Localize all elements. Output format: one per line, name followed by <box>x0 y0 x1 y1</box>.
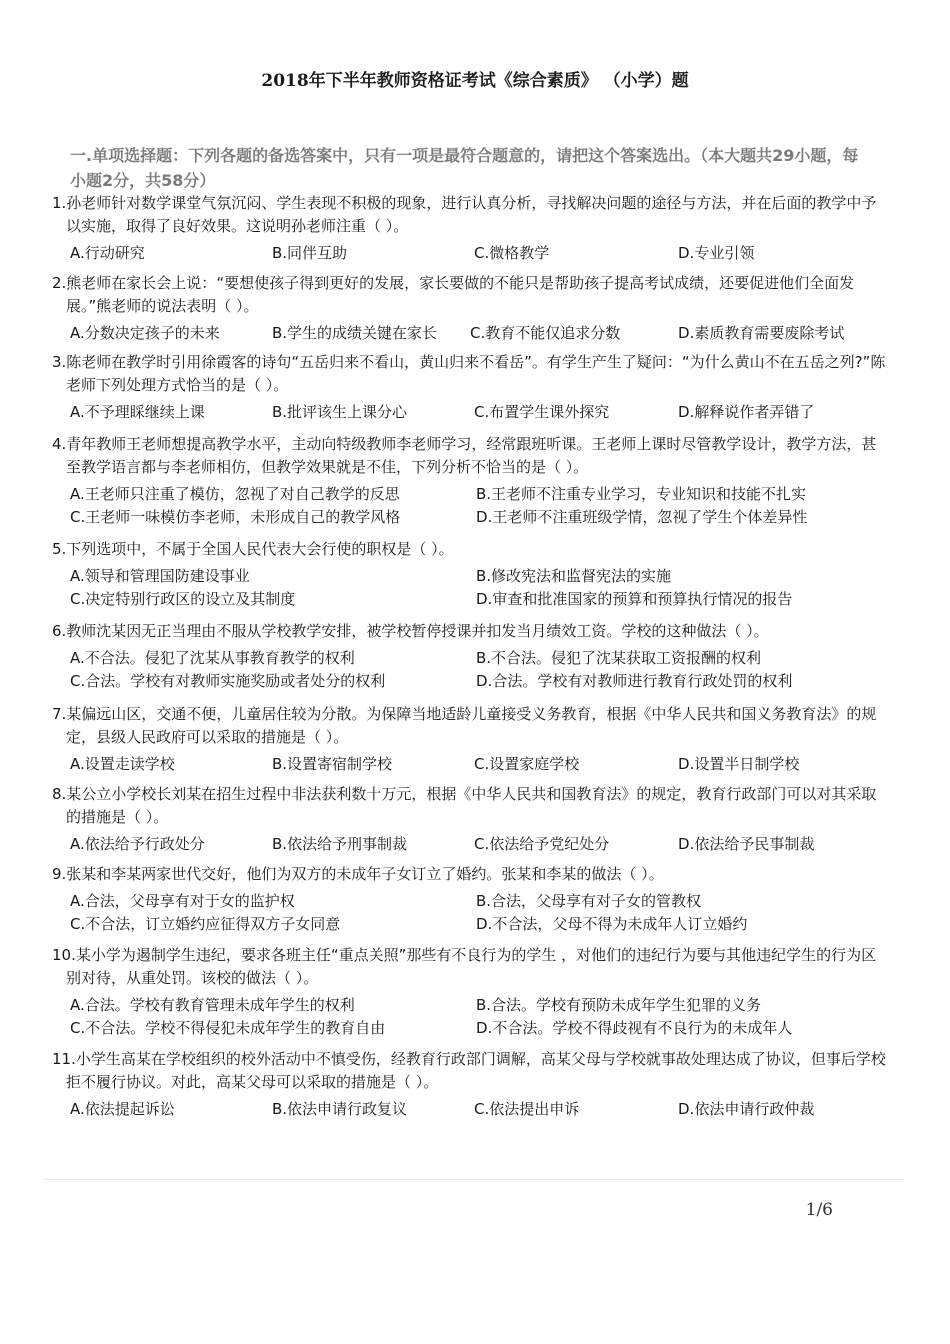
option-a: A.行动研究 <box>70 244 145 262</box>
option-d: D.解释说作者弄错了 <box>678 403 815 421</box>
question-stem: 9.张某和李某两家世代交好，他们为双方的未成年子女订立了婚约。张某和李某的做法（ ）。 <box>52 865 664 883</box>
option-c: C.决定特别行政区的设立及其制度 <box>70 590 296 608</box>
option-d: D.专业引领 <box>678 244 755 262</box>
section-heading: 一.单项选择题：下列各题的备选答案中，只有一项是最符合题意的，请把这个答案选出。（本大题共29小题，每小题2分，共58分） <box>70 146 859 190</box>
option-c: C.教育不能仅追求分数 <box>470 324 621 342</box>
question-stem: 4.青年教师王老师想提高教学水平，主动向特级教师李老师学习，经常跟班听课。王老师上课时尽管教学设计，教学方法，甚至教学语言都与李老师相仿，但教学效果就是不佳，下列分析不恰当的是（ ）。 <box>52 435 877 476</box>
question-4 <box>52 433 886 529</box>
question-stem: 6.教师沈某因无正当理由不服从学校教学安排，被学校暂停授课并扣发当月绩效工资。学校的这种做法（ ）。 <box>52 622 769 640</box>
question-5 <box>52 538 886 611</box>
option-a: A.分数决定孩子的未来 <box>70 324 220 342</box>
option-c: C.布置学生课外探究 <box>474 403 610 421</box>
option-a: A.依法给予行政处分 <box>70 835 205 853</box>
question-stem: 2.熊老师在家长会上说：“要想使孩子得到更好的发展，家长要做的不能只是帮助孩子提高考试成绩，还要促进他们全面发展。”熊老师的说法表明（ ）。 <box>52 274 855 315</box>
option-b: B.不合法。侵犯了沈某获取工资报酬的权利 <box>476 649 762 667</box>
option-d: D.素质教育需要废除考试 <box>678 324 845 342</box>
question-stem: 10.某小学为遏制学生违纪，要求各班主任“重点关照”那些有不良行为的学生 ，对他们的违纪行为要与其他违纪学生的行为区别对待，从重处罚。该校的做法（ ）。 <box>52 946 877 987</box>
option-c: C.不合法，订立婚约应征得双方子女同意 <box>70 915 341 933</box>
option-b: B.依法申请行政复议 <box>272 1100 408 1118</box>
question-3 <box>52 351 886 424</box>
option-b: B.合法，父母享有对子女的管教权 <box>476 892 702 910</box>
option-b: B.同伴互助 <box>272 244 348 262</box>
question-stem: 5.下列选项中，不属于全国人民代表大会行使的职权是（ ）。 <box>52 540 454 558</box>
option-b: B.设置寄宿制学校 <box>272 755 393 773</box>
option-b: B.学生的成绩关键在家长 <box>272 324 438 342</box>
question-stem: 7.某偏远山区，交通不便，儿童居住较为分散。为保障当地适龄儿童接受义务教育，根据《中华人民共和国义务教育法》的规定，县级人民政府可以采取的措施是（ ）。 <box>52 705 877 746</box>
question-6 <box>52 620 886 693</box>
question-8 <box>52 783 886 856</box>
question-stem: 11.小学生高某在学校组织的校外活动中不慎受伤，经教育行政部门调解，高某父母与学校就事故处理达成了协议，但事后学校拒不履行协议。对此，高某父母可以采取的措施是（ ）。 <box>52 1050 886 1091</box>
question-stem: 3.陈老师在教学时引用徐霞客的诗句“五岳归来不看山，黄山归来不看岳”。有学生产生了疑问：“为什么黄山不在五岳之列?”陈老师下列处理方式恰当的是（ ）。 <box>52 353 886 394</box>
footer-divider <box>44 1179 904 1180</box>
question-10 <box>52 944 886 1040</box>
option-c: C.王老师一味模仿李老师，未形成自己的教学风格 <box>70 508 401 526</box>
option-b: B.王老师不注重专业学习，专业知识和技能不扎实 <box>476 485 807 503</box>
option-d: D.设置半日制学校 <box>678 755 800 773</box>
option-a: A.依法提起诉讼 <box>70 1100 175 1118</box>
option-c: C.设置家庭学校 <box>474 755 580 773</box>
option-b: B.依法给予刑事制裁 <box>272 835 408 853</box>
option-b: B.修改宪法和监督宪法的实施 <box>476 567 672 585</box>
exam-title: 2018年下半年教师资格证考试《综合素质》 （小学）题 <box>261 71 689 91</box>
option-c: C.不合法。学校不得侵犯未成年学生的教育自由 <box>70 1019 386 1037</box>
question-stem: 1.孙老师针对数学课堂气氛沉闷、学生表现不积极的现象，进行认真分析，寻找解决问题的途径与方法，并在后面的教学中予以实施，取得了良好效果。这说明孙老师注重（ ）。 <box>52 194 877 235</box>
option-c: C.合法。学校有对教师实施奖励或者处分的权利 <box>70 672 386 690</box>
question-11 <box>52 1048 886 1121</box>
option-c: C.依法提出申诉 <box>474 1100 580 1118</box>
option-a: A.不予理睬继续上课 <box>70 403 205 421</box>
option-a: A.王老师只注重了模仿，忽视了对自己教学的反思 <box>70 485 400 503</box>
question-1 <box>52 192 886 265</box>
option-d: D.审查和批准国家的预算和预算执行情况的报告 <box>476 590 793 608</box>
option-d: D.依法申请行政仲裁 <box>678 1100 815 1118</box>
option-a: A.领导和管理国防建设事业 <box>70 567 250 585</box>
option-d: D.不合法。学校不得歧视有不良行为的未成年人 <box>476 1019 793 1037</box>
question-2 <box>52 272 886 345</box>
option-b: B.合法。学校有预防未成年学生犯罪的义务 <box>476 996 762 1014</box>
question-stem: 8.某公立小学校长刘某在招生过程中非法获利数十万元，根据《中华人民共和国教育法》的规定，教育行政部门可以对其采取的措施是（ ）。 <box>52 785 877 826</box>
question-7 <box>52 703 886 776</box>
option-a: A.不合法。侵犯了沈某从事教育教学的权利 <box>70 649 355 667</box>
option-d: D.合法。学校有对教师进行教育行政处罚的权利 <box>476 672 793 690</box>
option-c: C.依法给予党纪处分 <box>474 835 610 853</box>
question-9 <box>52 863 886 936</box>
option-a: A.合法。学校有教育管理未成年学生的权利 <box>70 996 355 1014</box>
option-a: A.合法，父母享有对于女的监护权 <box>70 892 295 910</box>
page-number: 1/6 <box>805 1200 833 1220</box>
option-c: C.微格教学 <box>474 244 550 262</box>
option-d: D.依法给予民事制裁 <box>678 835 815 853</box>
option-a: A.设置走读学校 <box>70 755 175 773</box>
option-d: D.不合法，父母不得为未成年人订立婚约 <box>476 915 748 933</box>
option-b: B.批评该生上课分心 <box>272 403 408 421</box>
option-d: D.王老师不注重班级学情，忽视了学生个体差异性 <box>476 508 808 526</box>
